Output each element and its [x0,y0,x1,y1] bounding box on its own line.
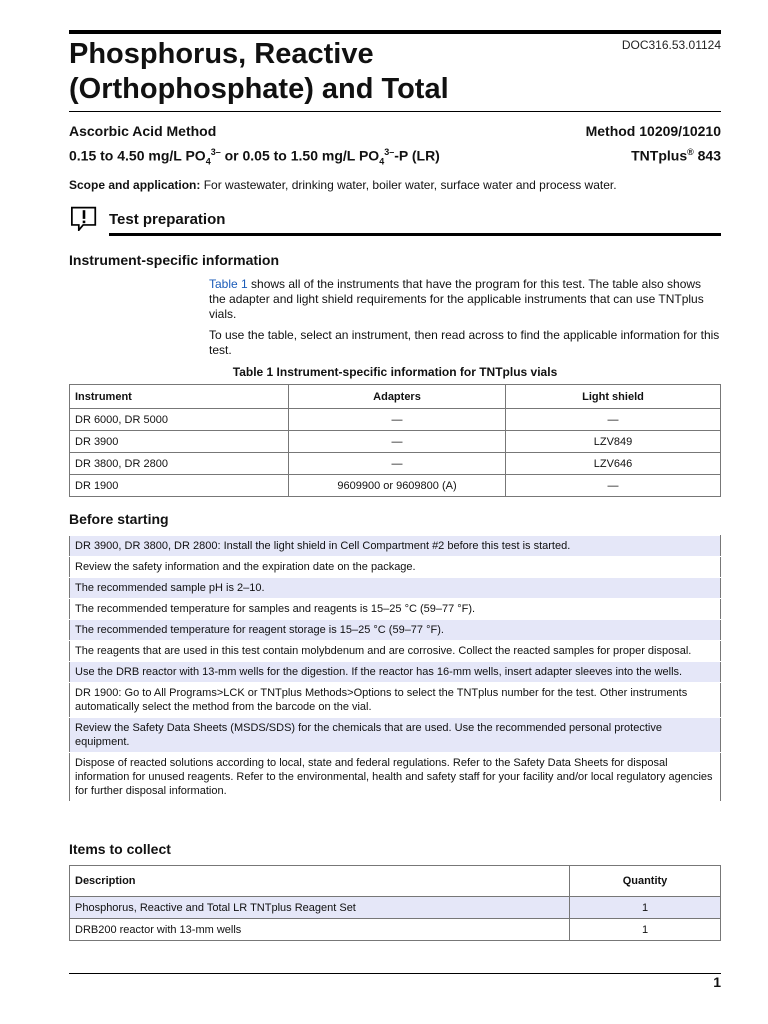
footer-rule [69,973,721,974]
test-preparation-title: Test preparation [109,211,226,228]
title-line-2: (Orthophosphate) and Total [69,73,449,105]
col-quantity: Quantity [570,866,721,897]
col-description: Description [70,866,570,897]
caution-speech-icon [69,205,99,231]
col-instrument: Instrument [70,385,289,409]
list-item: DR 3900, DR 3800, DR 2800: Install the light shield in Cell Compartment #2 before this test is started. [70,536,721,557]
test-preparation-rule [109,233,721,236]
table-row: DR 3900 — LZV849 [70,431,721,453]
title-divider [69,111,721,112]
document-page [69,0,721,1024]
table-row: DR 1900 9609900 or 9609800 (A) — [70,475,721,497]
list-item: The recommended temperature for samples and reagents is 15–25 °C (59–77 °F). [70,599,721,620]
scope-and-application: Scope and application: For wastewater, drinking water, boiler water, surface water and process water. [69,178,617,192]
list-item: Dispose of reacted solutions according to local, state and federal regulations. Refer to the Safety Data Sheets for disposal information for unused reagents. Refer to the environmental, health and safety staff for your facility and/or local regulatory agencies for further disposal information. [70,753,721,802]
items-table-header [70,866,721,897]
table-row: DR 6000, DR 5000 — — [70,409,721,431]
table-row: Phosphorus, Reactive and Total LR TNTplus Reagent Set 1 [70,897,721,919]
items-to-collect-heading: Items to collect [69,841,171,857]
instrument-table-header [70,385,721,409]
test-preparation-header [69,205,721,237]
before-starting-heading: Before starting [69,511,169,527]
measurement-range: 0.15 to 4.50 mg/L $PO_4^{3-}$ or 0.05 to 1.50 mg/L $PO_4^{3-}-P$ (LR) [69,147,440,167]
list-item: Review the safety information and the expiration date on the package. [70,557,721,578]
method-name: Ascorbic Acid Method [69,123,217,139]
table-1-link[interactable]: Table 1 [209,277,248,291]
top-rule [69,30,721,34]
instrument-paragraph-2: To use the table, select an instrument, then read across to find the applicable information for this test. [209,328,720,357]
table-row: DRB200 reactor with 13-mm wells 1 [70,919,721,941]
table-row: DR 3800, DR 2800 — LZV646 [70,453,721,475]
title-line-1: Phosphorus, Reactive [69,38,374,70]
list-item: The recommended temperature for reagent storage is 15–25 °C (59–77 °F). [70,620,721,641]
method-number: Method 10209/10210 [585,123,721,139]
instrument-heading: Instrument-specific information [69,252,280,268]
col-light-shield: Light shield [506,385,721,409]
items-to-collect-table [69,865,721,941]
document-code: DOC316.53.01124 [621,38,721,52]
product-name: TNTplus® 843 [631,147,721,164]
page-number: 1 [713,974,721,990]
list-item: The reagents that are used in this test contain molybdenum and are corrosive. Collect the reacted samples for proper disposal. [70,641,721,662]
list-item: Review the Safety Data Sheets (MSDS/SDS) for the chemicals that are used. Use the recommended personal protective equipment. [70,718,721,753]
list-item: DR 1900: Go to All Programs>LCK or TNTplus Methods>Options to select the TNTplus number for the test. Other instruments automatically select the method from the barcode on the vial. [70,683,721,718]
col-adapters: Adapters [289,385,506,409]
instrument-paragraph-1: Table 1 shows all of the instruments that have the program for this test. The table also shows the adapter and light shield requirements for the applicable instruments that can use TNTplus vials. [209,277,704,321]
page-title [69,37,589,107]
table-1-caption: Table 1 Instrument-specific information for TNTplus vials [232,365,558,379]
list-item: The recommended sample pH is 2–10. [70,578,721,599]
instrument-table [69,384,721,497]
before-starting-list [69,535,721,802]
list-item: Use the DRB reactor with 13-mm wells for the digestion. If the reactor has 16-mm wells, insert adapter sleeves into the wells. [70,662,721,683]
